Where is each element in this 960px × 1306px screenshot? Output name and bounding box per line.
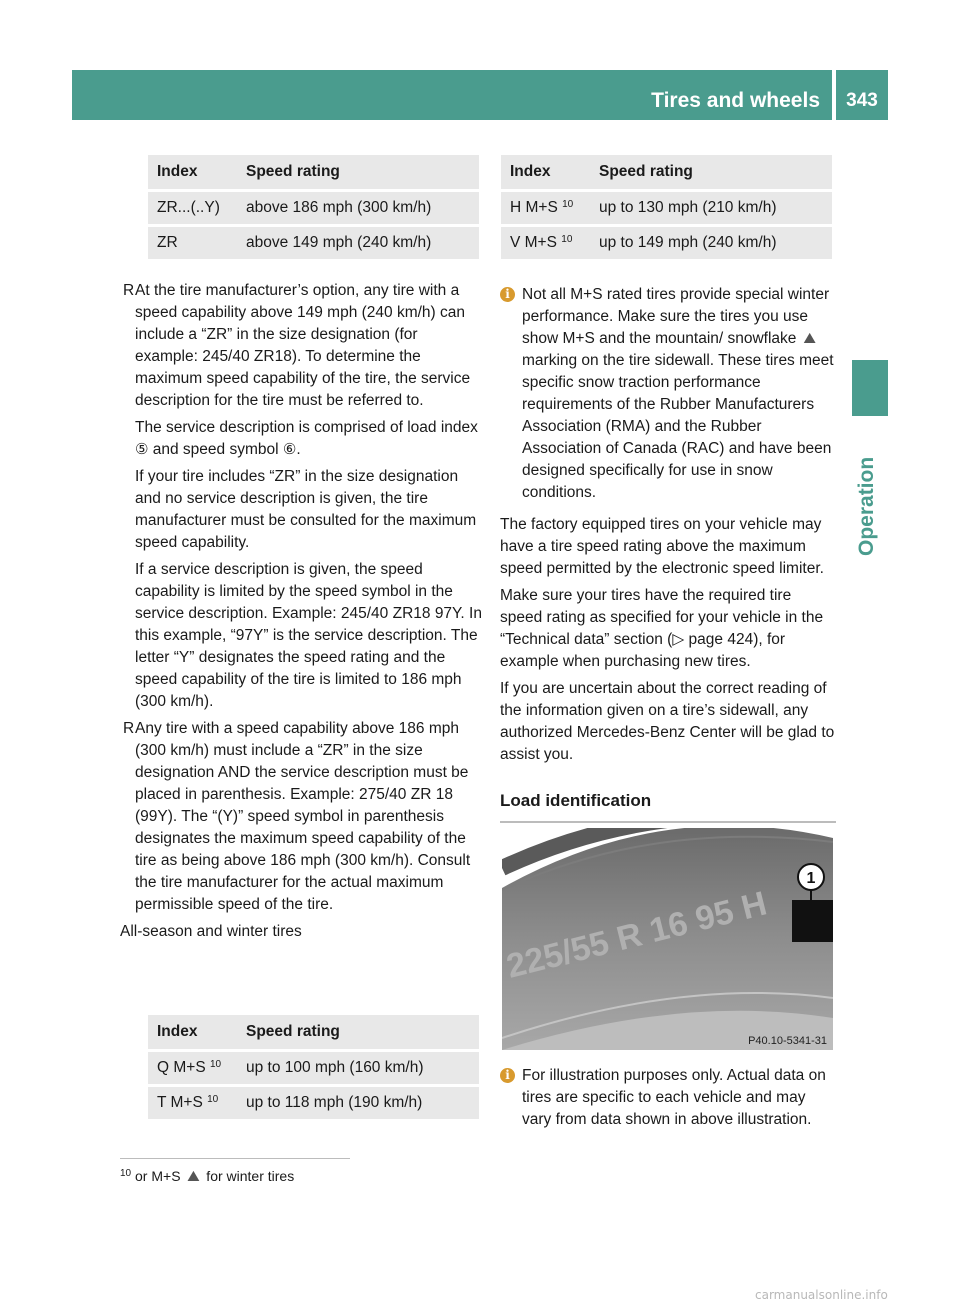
paragraph-technical-data [500,585,836,673]
speed-symbol: ⑥ [282,441,297,458]
table-row [148,1087,479,1122]
table-cell-index [148,1087,237,1122]
index-text: Q M+S [157,1059,206,1076]
table-cell-rating: up to 100 mph (160 km/h) [237,1052,479,1087]
header-bar [72,70,832,120]
speed-rating-table-winter [148,1015,479,1122]
text-run: marking on the tire sidewall. These tires meet specific snow traction performance requirements of the Rubber Manufacturers Association (RMA) and the Rubber Association of Canada (RAC) and have been designed specifically for use in snow conditions. [522,352,834,501]
table-header-speed-rating: Speed rating [237,1015,479,1052]
page-number: 343 [846,90,878,111]
index-text: H M+S [510,199,558,216]
text-run: . [296,441,301,458]
right-column-text [500,284,836,823]
footnote-number: 10 [120,1168,132,1179]
table-header-index: Index [501,155,590,192]
left-column-text [120,280,482,943]
table-header-index: Index [148,155,237,192]
page-ref-arrow-icon: ▷ [672,631,685,648]
tire-sidewall-illustration [502,828,833,1050]
info-note-illustration [500,1065,836,1131]
table-cell-index [148,1052,237,1087]
paragraph: Any tire with a speed capability above 186 mph (300 km/h) must include a “ZR” in the size designation AND the service description must be placed in parenthesis. Example: 275/40 ZR 18 (99Y). The “(Y)” speed symbol in parenthesis designates the maximum speed capability of the tire as being above 186 mph (300 km/h). Consult the tire manufacturer for the actual maximum permissible speed of the tire. [135,720,471,913]
sidewall-size-text: 225/55 R 16 95 H [502,884,771,986]
image-code: P40.10-5341-31 [748,1035,827,1047]
footnote [120,1165,294,1188]
side-section-label: Operation [855,456,878,556]
text-run: page 424), for example when purchasing new tires. [500,631,786,670]
paragraph: At the tire manufacturer’s option, any tire with a speed capability above 149 mph (240 km/h) can include a “ZR” in the size designation (for example: 245/40 ZR18). To determine the maximum speed capability of the tire, the service description for the tire must be referred to. [135,282,471,409]
text-run: The service description is comprised of load index [135,419,478,436]
footnote-ref: 10 [562,199,574,210]
speed-rating-table-zr [148,155,479,262]
info-icon: i [500,287,515,302]
all-season-heading: All-season and winter tires [120,923,302,940]
table-cell-rating: up to 130 mph (210 km/h) [590,192,832,227]
table-header-speed-rating: Speed rating [237,155,479,192]
table-cell-index [501,192,590,227]
table-row [501,192,832,227]
bullet-zr-option [120,280,482,412]
text-run: Not all M+S rated tires provide special winter performance. Make sure the tires you use show M+S and the mountain/ snowflake [522,286,830,347]
table-row [148,192,479,227]
paragraph: If you are uncertain about the correct reading of the information given on a tire’s sidewall, any authorized Mercedes-Benz Center will be glad to assist you. [500,680,835,763]
footnote-ref: 10 [209,1059,222,1070]
table-cell-rating: above 149 mph (240 km/h) [237,227,479,262]
snowflake-mountain-icon: ⛰ [187,1168,200,1185]
load-identification-heading: Load identification [500,791,652,810]
table-header-index: Index [148,1015,237,1052]
paragraph-service-description [120,417,482,461]
footnote-ref: 10 [207,1094,219,1105]
table-row [148,227,479,262]
section-rule [500,821,836,823]
text-run: and speed symbol [148,441,283,458]
text-run: or M+S [131,1168,185,1184]
side-tab-marker [852,360,888,416]
page-number-box [836,70,888,120]
paragraph: If a service description is given, the speed capability is limited by the speed symbol in the service description. Example: 245/40 ZR18 97Y. In this example, “97Y” is the service description. The letter “Y” designates the speed rating and the speed capability of the tire is limited to 186 mph (300 km/h). [135,561,482,710]
section-title-header: Tires and wheels [651,89,820,112]
right-column-note [500,1065,836,1131]
paragraph: The factory equipped tires on your vehicle may have a tire speed rating above the maximum speed permitted by the electronic speed limiter. [500,516,824,577]
table-cell-rating: up to 118 mph (190 km/h) [237,1087,479,1122]
footnote-ref: 10 [561,234,573,245]
table-row [501,227,832,262]
index-text: T M+S [157,1094,203,1111]
callout-number: 1 [806,870,816,887]
table-cell-rating: above 186 mph (300 km/h) [237,192,479,227]
table-header-speed-rating: Speed rating [590,155,832,192]
paragraph: If your tire includes “ZR” in the size designation and no service description is given, the tire manufacturer must be consulted for the maximum speed capability. [135,468,477,551]
paragraph [522,284,836,504]
tire-sidewall-svg [502,828,833,1050]
load-index-marker [792,900,833,942]
footnote-rule [120,1158,350,1159]
index-text: V M+S [510,234,557,251]
bullet-mark: R [123,720,135,737]
load-index-symbol: ⑤ [135,441,149,458]
table-cell-index: ZR...(..Y) [148,192,237,227]
table-cell-index [501,227,590,262]
snowflake-mountain-icon: ⛰ [803,330,817,347]
table-row [148,1052,479,1087]
text-run: for winter tires [202,1168,295,1184]
bullet-mark: R [123,282,135,299]
info-icon: i [500,1068,515,1083]
text-run: Make sure your tires have the required tire speed rating as specified for your vehicle in the “Technical data” section ( [500,587,824,648]
watermark: carmanualsonline.info [755,1288,888,1302]
paragraph: For illustration purposes only. Actual data on tires are specific to each vehicle and may vary from data shown in above illustration. [522,1067,826,1128]
info-note-mplus-s [500,284,836,504]
table-cell-rating: up to 149 mph (240 km/h) [590,227,832,262]
bullet-zr-parenthesis [120,718,482,916]
speed-rating-table-hv [501,155,832,262]
table-cell-index: ZR [148,227,237,262]
